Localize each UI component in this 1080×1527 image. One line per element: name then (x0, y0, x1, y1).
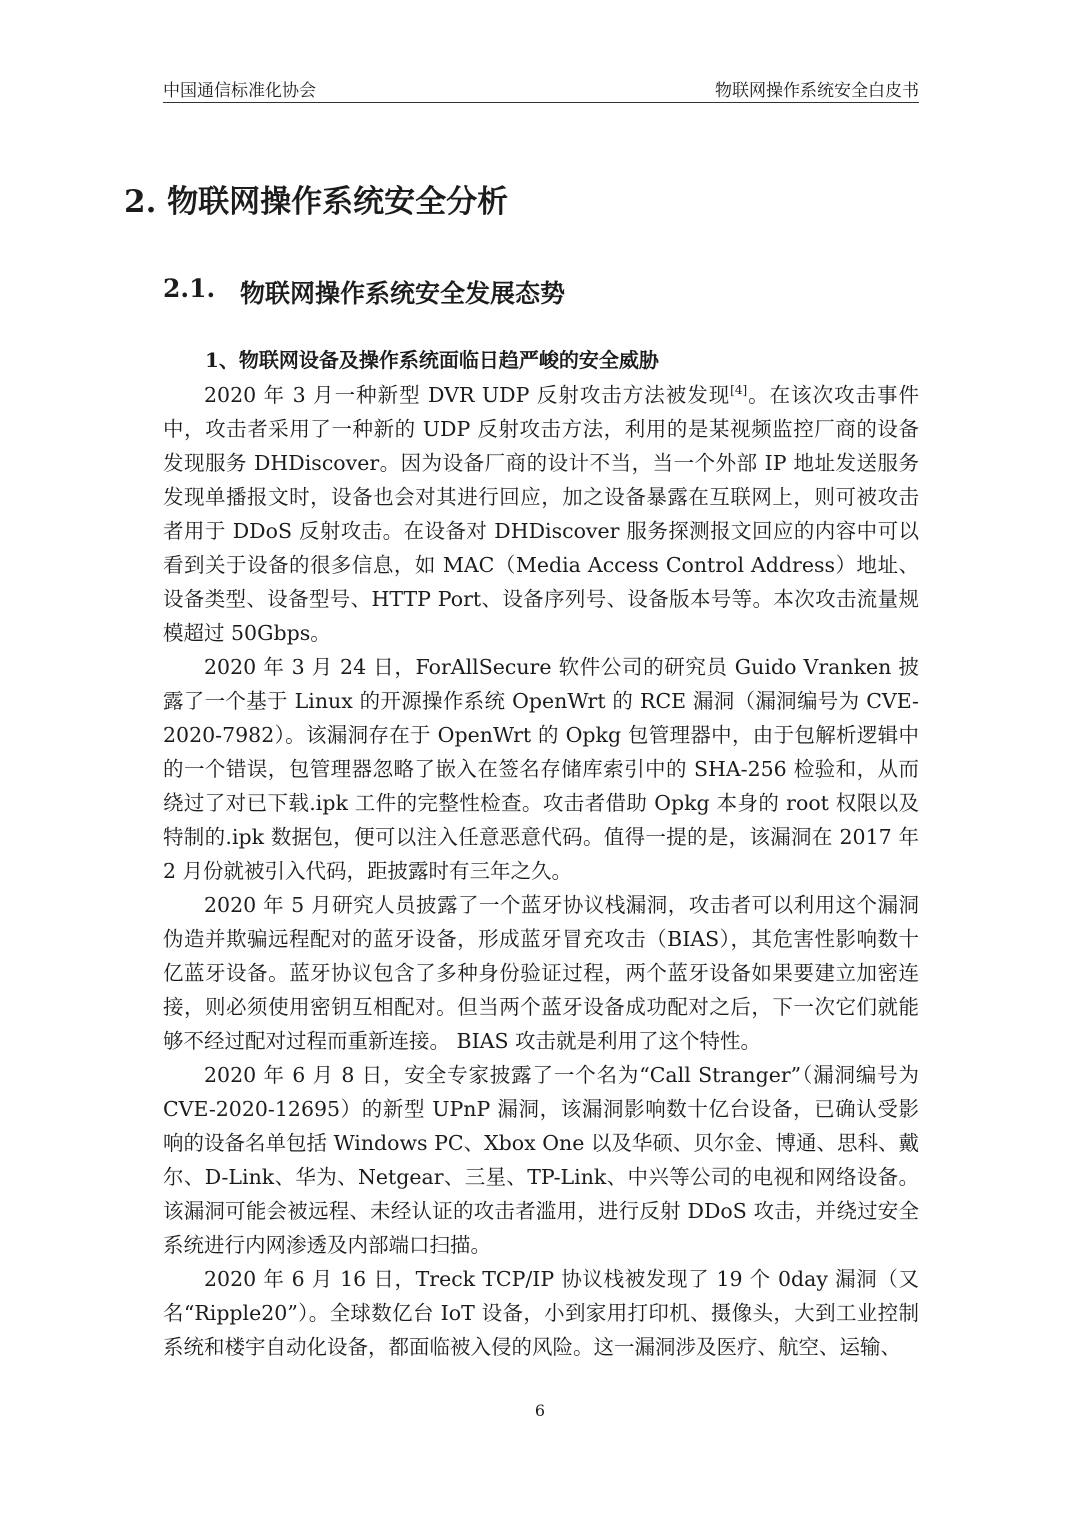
paragraph-bias: 2020 年 5 月研究人员披露了一个蓝牙协议栈漏洞，攻击者可以利用这个漏洞伪造并欺骗远程配对的蓝牙设备，形成蓝牙冒充攻击（BIAS），其危害性影响数十亿蓝牙设备。蓝牙协议包含了多种身份验证过程，两个蓝牙设备如果要建立加密连接，则必须使用密钥互相配对。但当两个蓝牙设备成功配对之后，下一次它们就能够不经过配对过程而重新连接。 BIAS 攻击就是利用了这个特性。 (163, 893, 919, 1053)
paragraph-dvr-udp (163, 378, 919, 650)
paragraph-openwrt: 2020 年 3 月 24 日，ForAllSecure 软件公司的研究员 Guido Vranken 披露了一个基于 Linux 的开源操作系统 OpenWrt 的 RCE 漏洞（漏洞编号为 CVE-2020-7982）。该漏洞存在于 OpenWrt 的 Opkg 包管理器中，由于包解析逻辑中的一个错误，包管理器忽略了嵌入在签名存储库索引中的 SHA-256 检验和，从而绕过了对已下载.ipk 工件的完整性检查。攻击者借助 Opkg 本身的 root 权限以及特制的.ipk 数据包，便可以注入任意恶意代码。值得一提的是，该漏洞在 2017 年 2 月份就被引入代码，距披露时有三年之久。 (163, 655, 919, 883)
section-heading: 2. 物联网操作系统安全分析 (124, 184, 509, 220)
body-text (163, 378, 919, 1364)
header-organization: 中国通信标准化协会 (163, 81, 316, 101)
topic-heading: 1、物联网设备及操作系统面临日趋严峻的安全威胁 (205, 348, 659, 372)
paragraph-ripple20: 2020 年 6 月 16 日，Treck TCP/IP 协议栈被发现了 19 个 0day 漏洞（又名“Ripple20”）。全球数亿台 IoT 设备，小到家用打印机、摄像头，大到工业控制系统和楼宇自动化设备，都面临被入侵的风险。这一漏洞涉及医疗、航空、运输、 (163, 1267, 919, 1359)
paragraph-callstranger: 2020 年 6 月 8 日，安全专家披露了一个名为“Call Stranger”（漏洞编号为 CVE-2020-12695）的新型 UPnP 漏洞，该漏洞影响数十亿台设备，已确认受影响的设备名单包括 Windows PC、Xbox One 以及华硕、贝尔金、博通、思科、戴尔、D-Link、华为、Netgear、三星、TP-Link、中兴等公司的电视和网络设备。该漏洞可能会被远程、未经认证的攻击者滥用，进行反射 DDoS 攻击，并绕过安全系统进行内网渗透及内部端口扫描。 (163, 1063, 919, 1257)
subsection-title: 物联网操作系统安全发展态势 (240, 279, 566, 308)
header-document-title: 物联网操作系统安全白皮书 (715, 81, 919, 101)
page-number: 6 (534, 1401, 546, 1420)
paragraph-dvr-udp-start: 2020 年 3 月一种新型 DVR UDP 反射攻击方法被发现 (204, 383, 731, 407)
citation-reference: [4] (730, 383, 748, 398)
paragraph-dvr-udp-rest: 。在该次攻击事件中，攻击者采用了一种新的 UDP 反射攻击方法，利用的是某视频监控厂商的设备发现服务 DHDiscover。因为设备厂商的设计不当，当一个外部 IP 地址发送服务发现单播报文时，设备也会对其进行回应，加之设备暴露在互联网上，则可被攻击者用于 DDoS 反射攻击。在设备对 DHDiscover 服务探测报文回应的内容中可以看到关于设备的很多信息，如 MAC（Media Access Control Address）地址、设备类型、设备型号、HTTP Port、设备序列号、设备版本号等。本次攻击流量规模超过 50Gbps。 (163, 383, 919, 645)
subsection-number: 2.1. (163, 274, 216, 303)
page-header (163, 76, 919, 103)
